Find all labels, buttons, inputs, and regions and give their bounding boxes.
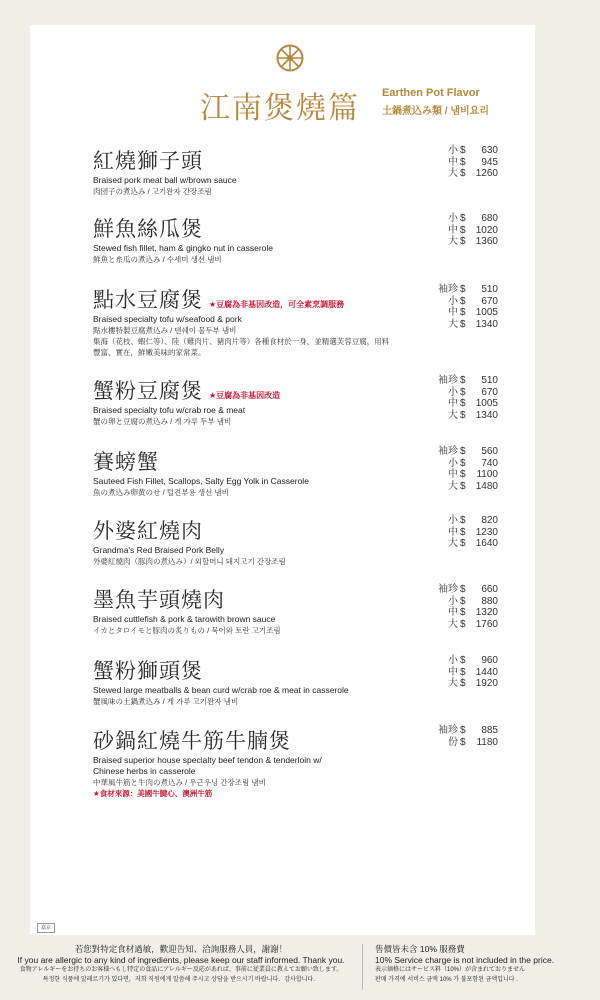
price-size: 小 bbox=[448, 295, 458, 307]
allergy-notice-jp: 食物アレルギーをお持ちのお客様へもし特定の食品にアレルギー反応があれば、事前に従業員に教えてお願い致します。 bbox=[19, 967, 343, 973]
price-cur: $ bbox=[460, 480, 466, 492]
dish-name: 鮮魚絲瓜煲 bbox=[93, 217, 203, 241]
price-size: 大 bbox=[448, 480, 458, 492]
dish-name: 砂鍋紅燒牛筋牛腩煲 bbox=[93, 729, 291, 753]
price-row bbox=[408, 458, 503, 470]
price-cur: $ bbox=[460, 307, 466, 319]
price-row bbox=[408, 398, 503, 410]
price-val: 885 bbox=[481, 725, 498, 736]
price-size: 中 bbox=[448, 666, 458, 678]
price-row bbox=[408, 307, 503, 319]
price-size: 袖珍 bbox=[438, 284, 458, 295]
price-size: 大 bbox=[448, 318, 458, 330]
dish-english-name: Braised pork meat ball w/brown sauce bbox=[93, 175, 237, 185]
price-val: 1020 bbox=[475, 224, 498, 236]
price-val: 1005 bbox=[475, 307, 498, 319]
price-row bbox=[408, 284, 503, 296]
price-size: 袖珍 bbox=[438, 446, 458, 457]
price-size: 小 bbox=[448, 145, 458, 156]
price-val: 1260 bbox=[475, 168, 498, 180]
price-val: 1180 bbox=[476, 736, 498, 748]
allergy-notice-en: If you are allergic to any kind of ingredients, please keep our staff informed. Thank you. bbox=[17, 954, 345, 965]
price-row bbox=[408, 319, 503, 331]
price-val: 1320 bbox=[475, 607, 498, 619]
price-row bbox=[408, 678, 503, 690]
allergy-notice-zh: 若您對特定食材過敏，歡迎告知、洽詢服務人員，謝謝！ bbox=[74, 944, 288, 954]
dish-name: 賽螃蟹 bbox=[93, 450, 159, 474]
price-list bbox=[408, 284, 503, 330]
allergy-notice-kr: 특정한 식품에 알레르기가 있다면，저희 직원에게 알씀해 주시고 상담을 받으시기 바랍니다．감사합니다． bbox=[42, 977, 320, 983]
price-size: 份 bbox=[448, 736, 458, 748]
price-val: 1340 bbox=[475, 409, 498, 421]
price-size: 袖珍 bbox=[438, 725, 458, 736]
price-cur: $ bbox=[460, 386, 466, 398]
price-cur: $ bbox=[460, 446, 466, 457]
price-val: 960 bbox=[481, 655, 498, 666]
price-row bbox=[408, 538, 503, 550]
price-size: 中 bbox=[448, 156, 458, 168]
price-cur: $ bbox=[460, 318, 466, 330]
price-row bbox=[408, 145, 503, 157]
price-size: 中 bbox=[448, 526, 458, 538]
menu-item bbox=[93, 515, 503, 567]
price-cur: $ bbox=[460, 168, 466, 180]
menu-page bbox=[30, 25, 535, 935]
price-val: 630 bbox=[481, 145, 498, 156]
dish-english-name: Sauteed Fish Fillet, Scallops, Salty Egg Yolk in Casserole bbox=[93, 476, 309, 486]
price-row bbox=[408, 375, 503, 387]
price-row bbox=[408, 619, 503, 631]
price-cur: $ bbox=[460, 284, 466, 295]
price-list bbox=[408, 213, 503, 248]
price-cur: $ bbox=[460, 224, 466, 236]
section-title-english: Earthen Pot Flavor bbox=[382, 87, 480, 99]
price-size: 大 bbox=[448, 678, 458, 690]
price-val: 1920 bbox=[475, 678, 498, 690]
dish-note: ★豆腐為非基因改造 bbox=[209, 391, 281, 400]
price-list bbox=[408, 375, 503, 421]
price-size: 小 bbox=[448, 213, 458, 224]
price-row bbox=[408, 515, 503, 527]
dish-name: 墨魚芋頭燒肉 bbox=[93, 588, 225, 612]
price-val: 680 bbox=[481, 213, 498, 224]
price-size: 中 bbox=[448, 224, 458, 236]
price-cur: $ bbox=[460, 607, 466, 619]
price-list bbox=[408, 725, 503, 748]
price-cur: $ bbox=[460, 457, 466, 469]
menu-item bbox=[93, 725, 503, 800]
price-cur: $ bbox=[460, 236, 466, 248]
price-size: 大 bbox=[448, 236, 458, 248]
price-val: 1005 bbox=[475, 398, 498, 410]
price-val: 820 bbox=[481, 515, 498, 526]
footer-divider bbox=[362, 944, 363, 990]
price-val: 1640 bbox=[475, 538, 498, 550]
price-size: 小 bbox=[448, 386, 458, 398]
price-row bbox=[408, 236, 503, 248]
dish-jp-kr-name: 點水樓特製豆腐煮込み / 덴쉐이 물두부 냄비 bbox=[93, 326, 237, 335]
dish-name: 外婆紅燒肉 bbox=[93, 519, 203, 543]
price-val: 660 bbox=[481, 584, 498, 595]
service-charge-kr: 판매 가격에 서비스 금액 10% 가 불포함된 금액입니다 . bbox=[375, 977, 518, 983]
dish-english-name: Grandma's Red Braised Pork Belly bbox=[93, 545, 225, 555]
price-row bbox=[408, 157, 503, 169]
price-size: 大 bbox=[448, 618, 458, 630]
price-row bbox=[408, 168, 503, 180]
price-val: 670 bbox=[481, 295, 498, 307]
dish-note: ★豆腐為非基因改造，可全素烹調服務 bbox=[209, 300, 345, 309]
price-list bbox=[408, 584, 503, 630]
menu-item bbox=[93, 655, 503, 707]
allergy-notice bbox=[0, 944, 362, 985]
price-row bbox=[408, 584, 503, 596]
price-size: 大 bbox=[448, 168, 458, 180]
price-cur: $ bbox=[460, 409, 466, 421]
menu-item bbox=[93, 375, 503, 427]
price-row bbox=[408, 387, 503, 399]
dish-name: 蟹粉獅頭煲 bbox=[93, 659, 203, 683]
price-cur: $ bbox=[460, 515, 466, 526]
price-cur: $ bbox=[460, 655, 466, 666]
price-cur: $ bbox=[460, 156, 466, 168]
price-cur: $ bbox=[460, 538, 466, 550]
dish-description: 集海（花枝、蝦仁等）、陸（雞肉片、豬肉片等）各種食材於一身，並精選芙蓉豆腐，用料豐富、實在，鮮嫩美味的家常菜。 bbox=[93, 337, 390, 357]
price-cur: $ bbox=[460, 736, 466, 748]
dish-jp-kr-name: 中華風牛筋と牛肉の煮込み / 우근우닝 간장조림 냄비 bbox=[93, 778, 266, 787]
menu-item bbox=[93, 584, 503, 636]
price-cur: $ bbox=[460, 618, 466, 630]
ingredient-source-note: ★食材來源：美國牛腱心、澳洲牛筋 bbox=[93, 789, 213, 798]
price-val: 1480 bbox=[475, 480, 498, 492]
price-cur: $ bbox=[460, 725, 466, 736]
price-val: 560 bbox=[481, 446, 498, 457]
wheel-logo-icon bbox=[276, 44, 304, 72]
menu-item bbox=[93, 145, 503, 197]
service-charge-en: 10% Service charge is not included in the price. bbox=[375, 954, 555, 965]
menu-item bbox=[93, 284, 503, 358]
price-row bbox=[408, 527, 503, 539]
menu-item bbox=[93, 213, 503, 265]
dish-english-name: Braised superior house specialty beef tendon & tenderloin w/ Chinese herbs in casserole bbox=[93, 755, 322, 776]
price-size: 袖珍 bbox=[438, 375, 458, 386]
price-row bbox=[408, 410, 503, 422]
price-val: 945 bbox=[481, 156, 498, 168]
price-size: 中 bbox=[448, 607, 458, 619]
price-size: 中 bbox=[448, 469, 458, 481]
dish-jp-kr-name: 外婆紅燒肉（豚肉の煮込み）/ 외할머니 돼지고기 간장조림 bbox=[93, 557, 286, 566]
price-size: 中 bbox=[448, 307, 458, 319]
service-charge-zh: 售價皆未含 10% 服務費 bbox=[375, 944, 465, 954]
price-row bbox=[408, 446, 503, 458]
price-row bbox=[408, 607, 503, 619]
price-row bbox=[408, 225, 503, 237]
price-size: 小 bbox=[448, 515, 458, 526]
price-val: 510 bbox=[481, 284, 498, 295]
price-val: 1360 bbox=[475, 236, 498, 248]
price-row bbox=[408, 596, 503, 608]
price-cur: $ bbox=[460, 398, 466, 410]
price-cur: $ bbox=[460, 213, 466, 224]
dish-english-name: Stewed fish fillet, ham & gingko nut in casserole bbox=[93, 243, 274, 253]
price-cur: $ bbox=[460, 375, 466, 386]
price-row bbox=[408, 296, 503, 308]
price-cur: $ bbox=[460, 584, 466, 595]
menu-item bbox=[93, 446, 503, 498]
section-title-jp-kr: 土鍋煮込み類 / 냄비요리 bbox=[382, 106, 489, 117]
dish-name: 蟹粉豆腐煲 bbox=[93, 379, 203, 403]
price-cur: $ bbox=[460, 469, 466, 481]
price-row bbox=[408, 213, 503, 225]
price-val: 880 bbox=[481, 595, 498, 607]
price-row bbox=[408, 725, 503, 737]
price-val: 1340 bbox=[475, 318, 498, 330]
dish-jp-kr-name: 肉団子の煮込み / 고기완자 간장조림 bbox=[93, 187, 212, 196]
dish-jp-kr-name: 鮮魚と糸瓜の煮込み / 수세미 생선 냄비 bbox=[93, 255, 222, 264]
dish-name: 紅燒獅子頭 bbox=[93, 149, 203, 173]
dish-jp-kr-name: イカとタロイモと豚肉の炙りもの / 묵어와 토란 고기조림 bbox=[93, 626, 281, 635]
price-row bbox=[408, 667, 503, 679]
dish-jp-kr-name: 蟹の卵と豆腐の煮込み / 게 가루 두부 냄비 bbox=[93, 417, 232, 426]
price-size: 小 bbox=[448, 655, 458, 666]
dish-name: 點水豆腐煲 bbox=[93, 288, 203, 312]
price-row bbox=[408, 655, 503, 667]
price-cur: $ bbox=[460, 295, 466, 307]
price-val: 1230 bbox=[475, 526, 498, 538]
price-val: 1100 bbox=[476, 469, 498, 481]
price-cur: $ bbox=[460, 666, 466, 678]
dish-english-name: Stewed large meatballs & bean curd w/crab roe & meat in casserole bbox=[93, 685, 349, 695]
price-cur: $ bbox=[460, 678, 466, 690]
stamp-label: 嘉京 bbox=[37, 923, 55, 933]
dish-jp-kr-name: 魚の煮込み卵黄のせ / 털견부용 생선 냄비 bbox=[93, 488, 229, 497]
price-size: 袖珍 bbox=[438, 584, 458, 595]
price-size: 小 bbox=[448, 595, 458, 607]
dish-english-name: Braised cuttlefish & pork & tarowith brown sauce bbox=[93, 614, 276, 624]
price-list bbox=[408, 446, 503, 492]
price-size: 大 bbox=[448, 409, 458, 421]
price-row bbox=[408, 737, 503, 749]
price-row bbox=[408, 469, 503, 481]
price-list bbox=[408, 145, 503, 180]
dish-english-name: Braised specialty tofu w/seafood & pork bbox=[93, 314, 242, 324]
service-charge-jp: 表示価格にはサービス料（10%）が含まれておりません bbox=[375, 967, 526, 973]
price-val: 740 bbox=[481, 457, 498, 469]
price-val: 1440 bbox=[475, 666, 498, 678]
dish-english-name: Braised specialty tofu w/crab roe & meat bbox=[93, 405, 246, 415]
price-size: 小 bbox=[448, 457, 458, 469]
price-row bbox=[408, 481, 503, 493]
price-list bbox=[408, 655, 503, 690]
price-cur: $ bbox=[460, 526, 466, 538]
price-cur: $ bbox=[460, 145, 466, 156]
service-charge-notice bbox=[375, 944, 595, 985]
section-title: 江南煲燒篇 bbox=[200, 91, 360, 126]
price-list bbox=[408, 515, 503, 550]
price-val: 1760 bbox=[475, 618, 498, 630]
price-cur: $ bbox=[460, 595, 466, 607]
dish-jp-kr-name: 蟹風味の土鍋煮込み / 게 가루 고기완자 냄비 bbox=[93, 697, 239, 706]
price-size: 大 bbox=[448, 538, 458, 550]
price-size: 中 bbox=[448, 398, 458, 410]
price-val: 670 bbox=[481, 386, 498, 398]
price-val: 510 bbox=[481, 375, 498, 386]
